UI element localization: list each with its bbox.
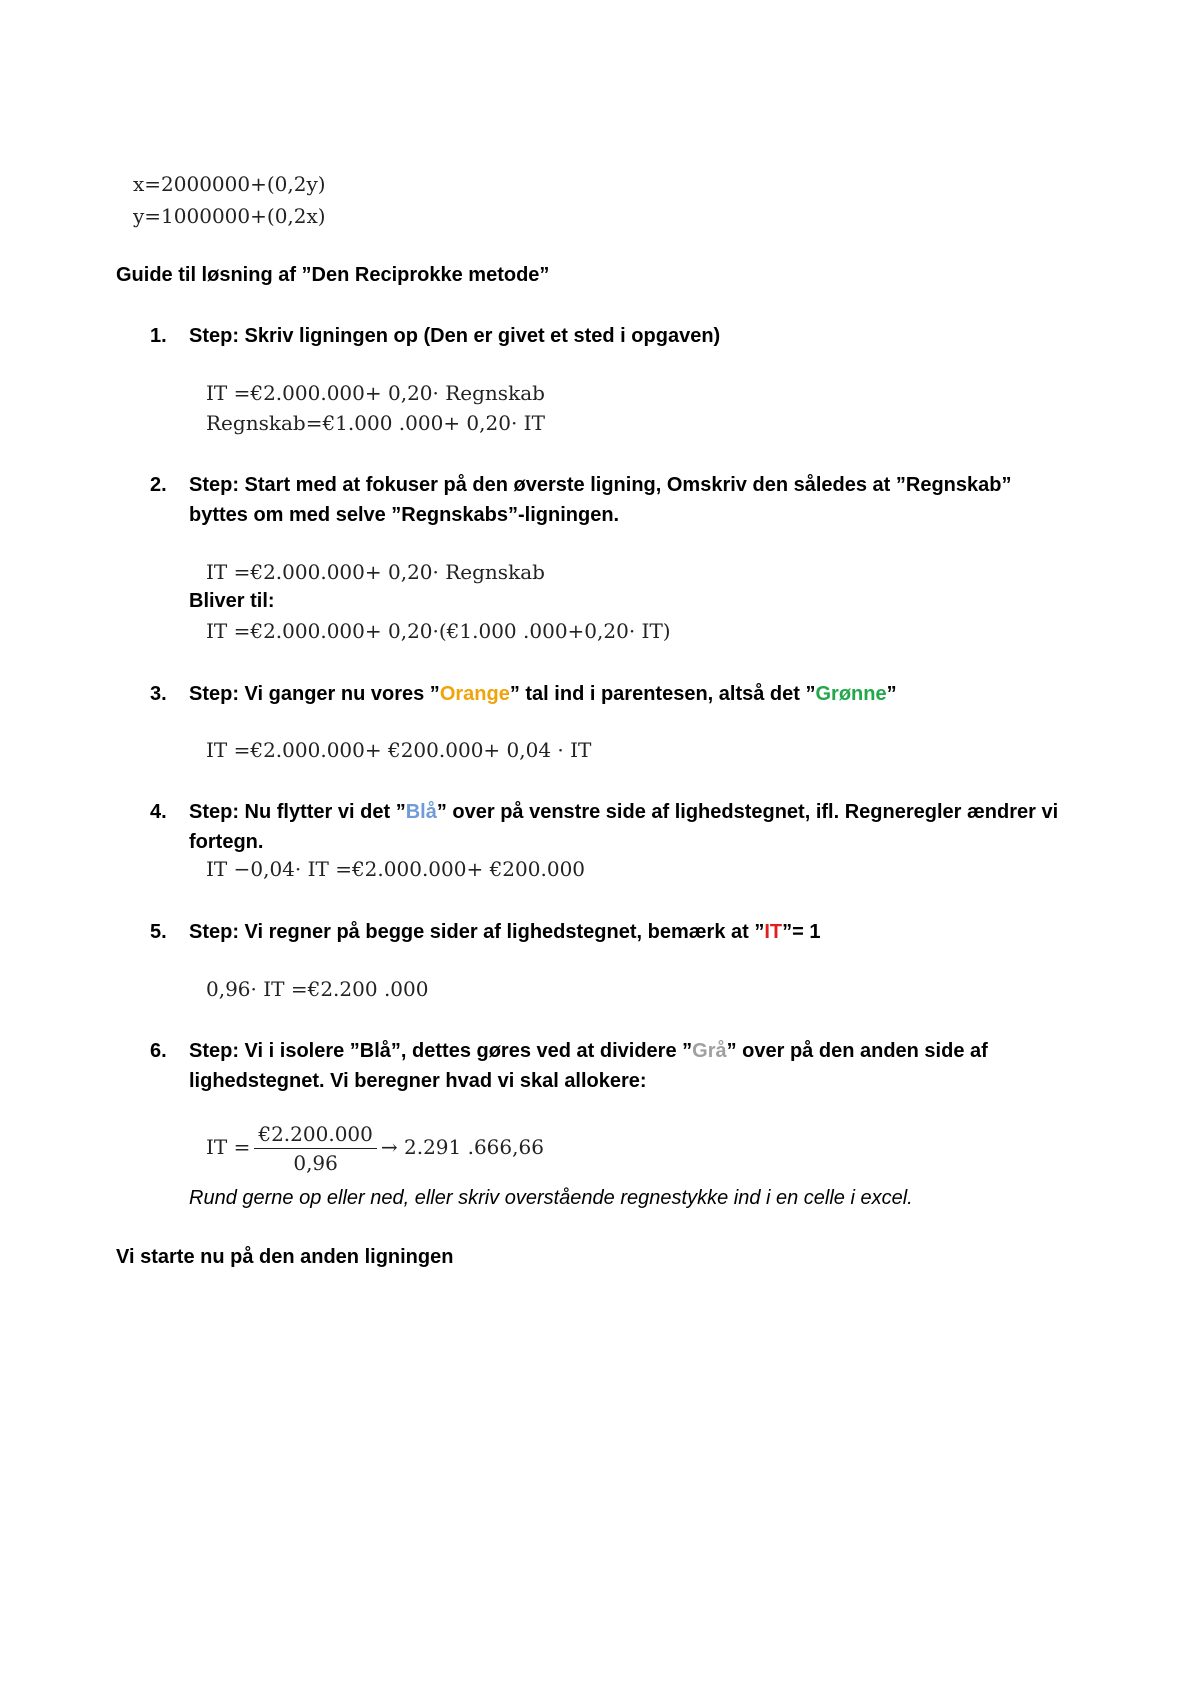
step-1-equation-1: IT =€2.000.000+ 0,20· Regnskab xyxy=(206,381,545,405)
bliver-label: Bliver til: xyxy=(189,590,275,612)
step-number: 2. xyxy=(150,474,167,496)
step-4-equation: IT −0,04· IT =€2.000.000+ €200.000 xyxy=(206,857,586,881)
step-2-equation-after: IT =€2.000.000+ 0,20·(€1.000 .000+0,20· IT) xyxy=(206,619,671,643)
fraction xyxy=(254,1122,377,1175)
grey-word: Grå xyxy=(692,1040,727,1062)
step-text: Step: Skriv ligningen op (Den er givet et sted i opgaven) xyxy=(189,325,721,347)
step-text xyxy=(189,679,1089,709)
orange-word: Orange xyxy=(439,683,510,705)
text-part: ”= 1 xyxy=(782,921,821,943)
text-part: Step: Vi regner på begge sider af lighedstegnet, bemærk at ” xyxy=(189,921,765,943)
fraction-numerator: €2.200.000 xyxy=(254,1122,377,1149)
step-number: 1. xyxy=(150,325,167,347)
blue-word: Blå xyxy=(405,801,437,823)
green-word: Grønne xyxy=(815,683,887,705)
intro-equation-y: y=1000000+(0,2x) xyxy=(133,204,326,228)
step-number: 3. xyxy=(150,683,167,705)
step-text: Step: Start med at fokuser på den øverste ligning, Omskriv den således at ”Regnskab” byttes om med selve ”Regnskabs”-ligningen. xyxy=(189,474,1012,526)
text-part: Step: Vi ganger nu vores ” xyxy=(189,683,440,705)
step-2-equation-before: IT =€2.000.000+ 0,20· Regnskab xyxy=(206,560,545,584)
fraction-denominator: 0,96 xyxy=(293,1151,338,1175)
step-text xyxy=(189,1036,1069,1096)
text-part: ” over på den anden side af lighedstegnet. Vi beregner hvad vi skal allokere: xyxy=(189,1040,988,1092)
text-part: ” tal ind i parentesen, altså det ” xyxy=(509,683,816,705)
red-word: IT xyxy=(764,921,783,943)
step-3-equation: IT =€2.000.000+ €200.000+ 0,04 · IT xyxy=(206,738,592,762)
text-part: ” xyxy=(886,683,897,705)
closing-heading: Vi starte nu på den anden ligningen xyxy=(116,1246,454,1268)
rounding-note: Rund gerne op eller ned, eller skriv overstående regnestykke ind i en celle i excel. xyxy=(189,1187,913,1209)
equation-lhs: IT = xyxy=(206,1135,251,1159)
text-part: ” over på venstre side af lighedstegnet, ifl. Regneregler ændrer vi fortegn. xyxy=(189,801,1059,853)
step-1-equation-2: Regnskab=€1.000 .000+ 0,20· IT xyxy=(206,411,545,435)
step-number: 4. xyxy=(150,801,167,823)
step-text xyxy=(189,797,1109,857)
step-text xyxy=(189,917,1089,947)
step-5-equation: 0,96· IT =€2.200 .000 xyxy=(206,977,429,1001)
guide-title: Guide til løsning af ”Den Reciprokke metode” xyxy=(116,264,550,286)
step-6-equation xyxy=(206,1122,544,1175)
step-number: 5. xyxy=(150,921,167,943)
intro-equation-x: x=2000000+(0,2y) xyxy=(133,172,326,196)
equation-rhs: → 2.291 .666,66 xyxy=(380,1135,544,1159)
text-part: Step: Vi i isolere ”Blå”, dettes gøres ved at dividere ” xyxy=(189,1040,693,1062)
text-part: Step: Nu flytter vi det ” xyxy=(189,801,406,823)
step-number: 6. xyxy=(150,1040,167,1062)
